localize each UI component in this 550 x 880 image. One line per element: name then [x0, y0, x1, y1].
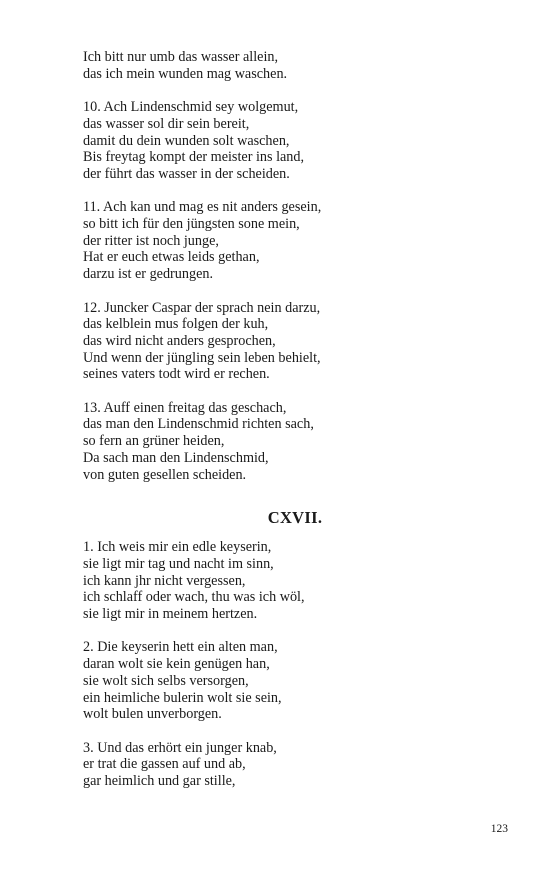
verse-line: sie ligt mir in meinem hertzen.: [83, 606, 258, 623]
verse-line: darzu ist er gedrungen.: [83, 266, 214, 283]
verse-line: Bis freytag kompt der meister ins land,: [83, 149, 305, 166]
verse-line: 10. Ach Lindenschmid sey wolgemut,: [83, 99, 299, 116]
verse-line: ich schlaff oder wach, thu was ich wöl,: [83, 589, 305, 606]
stanza: [83, 639, 513, 723]
verse-line: Da sach man den Lindenschmid,: [83, 449, 269, 466]
stanza: [83, 539, 513, 623]
verse-line: der ritter ist noch junge,: [83, 232, 219, 249]
verse-line: so bitt ich für den jüngsten sone mein,: [83, 216, 300, 232]
stanza: [83, 49, 513, 82]
verse-line: seines vaters todt wird er rechen.: [83, 366, 270, 383]
verse-line: ein heimliche bulerin wolt sie sein,: [83, 689, 282, 706]
verse-line: der führt das wasser in der scheiden.: [83, 165, 290, 182]
verse-line: das wasser sol dir sein bereit,: [83, 115, 250, 132]
verse-line: so fern an grüner heiden,: [83, 433, 225, 450]
verse-line: 2. Die keyserin hett ein alten man,: [83, 639, 278, 656]
verse-line: 13. Auff einen freitag das geschach,: [83, 399, 287, 416]
stanza: [83, 99, 513, 183]
verse-line: wolt bulen unverborgen.: [83, 706, 222, 723]
verse-line: Hat er euch etwas leids gethan,: [83, 249, 260, 266]
stanza: [83, 199, 513, 283]
verse-line: damit du dein wunden solt waschen,: [83, 132, 290, 149]
stanza: [83, 740, 513, 790]
page-number: 123: [490, 823, 508, 835]
song-heading: CXVII.: [267, 508, 323, 528]
verse-line: von guten gesellen scheiden.: [83, 466, 247, 483]
verse-line: das man den Lindenschmid richten sach,: [83, 416, 314, 433]
verse-line: ich kann jhr nicht vergessen,: [83, 572, 246, 589]
stanza: [83, 300, 513, 384]
stanza: [83, 400, 513, 484]
verse-line: 3. Und das erhört ein junger knab,: [83, 739, 277, 756]
verse-line: er trat die gassen auf und ab,: [83, 756, 246, 773]
page-text: [83, 49, 513, 790]
verse-line: das kelblein mus folgen der kuh,: [83, 316, 269, 333]
verse-line: gar heimlich und gar stille,: [83, 773, 236, 790]
verse-line: Und wenn der jüngling sein leben behielt,: [83, 349, 321, 366]
verse-line: daran wolt sie kein genügen han,: [83, 656, 270, 673]
verse-line: 1. Ich weis mir ein edle keyserin,: [83, 539, 272, 556]
verse-line: 11. Ach kan und mag es nit anders gesein,: [83, 199, 322, 216]
verse-line: Ich bitt nur umb das wasser allein,: [83, 49, 279, 65]
verse-line: das wird nicht anders gesprochen,: [83, 332, 276, 349]
verse-line: 12. Juncker Caspar der sprach nein darzu,: [83, 299, 321, 316]
verse-line: sie wolt sich selbs versorgen,: [83, 672, 249, 689]
verse-line: sie ligt mir tag und nacht im sinn,: [83, 555, 274, 572]
verse-line: das ich mein wunden mag waschen.: [83, 65, 288, 82]
